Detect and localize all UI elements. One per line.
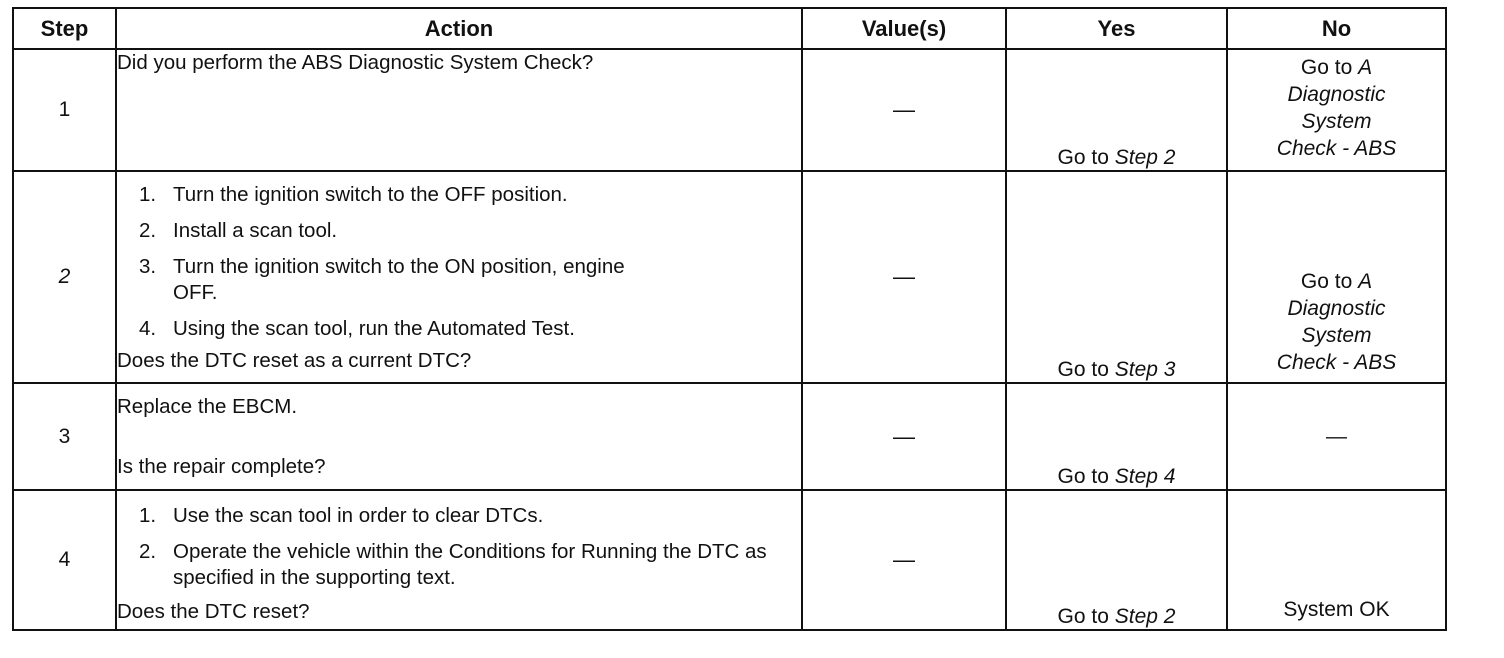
no-link-diagnostic[interactable]: Diagnostic bbox=[1287, 83, 1386, 106]
no-link-check-abs[interactable]: Check - ABS bbox=[1276, 137, 1397, 160]
value-cell: — bbox=[802, 383, 1006, 490]
action-steps-list bbox=[117, 182, 801, 342]
action-cell bbox=[116, 171, 802, 383]
action-cell bbox=[116, 490, 802, 630]
list-item bbox=[139, 254, 801, 306]
yes-prefix: Go to bbox=[1057, 465, 1115, 488]
yes-cell bbox=[1006, 171, 1227, 383]
no-cell bbox=[1227, 49, 1446, 171]
yes-step-link[interactable]: Step 3 bbox=[1114, 358, 1176, 381]
no-cell bbox=[1227, 171, 1446, 383]
step-number: 2 bbox=[13, 171, 116, 383]
no-cell: — bbox=[1227, 383, 1446, 490]
yes-step-link[interactable]: Step 2 bbox=[1114, 605, 1176, 628]
no-link-system[interactable]: System bbox=[1301, 324, 1372, 347]
no-link-a[interactable]: A bbox=[1358, 56, 1373, 79]
header-no: No bbox=[1227, 8, 1446, 49]
list-item-text: Install a scan tool. bbox=[173, 219, 338, 242]
header-yes: Yes bbox=[1006, 8, 1227, 49]
list-item-number: 1. bbox=[139, 183, 157, 206]
action-question: Does the DTC reset? bbox=[117, 600, 310, 623]
action-instruction: Replace the EBCM. bbox=[117, 395, 298, 418]
action-question: Is the repair complete? bbox=[117, 455, 326, 478]
action-cell bbox=[116, 383, 802, 490]
table-row bbox=[13, 490, 1446, 630]
step-number: 1 bbox=[13, 49, 116, 171]
no-link-diagnostic[interactable]: Diagnostic bbox=[1287, 297, 1386, 320]
yes-prefix: Go to bbox=[1057, 146, 1115, 169]
yes-prefix: Go to bbox=[1057, 358, 1115, 381]
table-row bbox=[13, 171, 1446, 383]
no-cell: System OK bbox=[1227, 490, 1446, 630]
list-item bbox=[139, 503, 801, 529]
yes-cell bbox=[1006, 490, 1227, 630]
value-cell: — bbox=[802, 171, 1006, 383]
header-step: Step bbox=[13, 8, 116, 49]
action-question: Does the DTC reset as a current DTC? bbox=[117, 349, 472, 372]
no-prefix: Go to bbox=[1300, 270, 1359, 293]
list-item bbox=[139, 316, 801, 342]
list-item-number: 4. bbox=[139, 317, 157, 340]
yes-step-link[interactable]: Step 2 bbox=[1114, 146, 1176, 169]
no-link-system[interactable]: System bbox=[1301, 110, 1372, 133]
list-item-number: 1. bbox=[139, 504, 157, 527]
list-item-text: Using the scan tool, run the Automated Test. bbox=[173, 317, 575, 340]
list-item-text: Turn the ignition switch to the OFF position. bbox=[173, 183, 568, 206]
table-row bbox=[13, 383, 1446, 490]
step-number: 3 bbox=[13, 383, 116, 490]
list-item-text: Turn the ignition switch to the ON position, engine OFF. bbox=[173, 255, 625, 304]
list-item bbox=[139, 218, 801, 244]
list-item-number: 2. bbox=[139, 540, 157, 563]
table-row bbox=[13, 49, 1446, 171]
value-cell: — bbox=[802, 49, 1006, 171]
list-item-text: Use the scan tool in order to clear DTCs. bbox=[173, 504, 544, 527]
no-link-a[interactable]: A bbox=[1358, 270, 1373, 293]
header-values: Value(s) bbox=[802, 8, 1006, 49]
yes-cell bbox=[1006, 49, 1227, 171]
yes-step-link[interactable]: Step 4 bbox=[1114, 465, 1176, 488]
header-row bbox=[13, 8, 1446, 49]
action-cell bbox=[116, 49, 802, 171]
list-item-number: 2. bbox=[139, 219, 157, 242]
list-item bbox=[139, 182, 801, 208]
list-item bbox=[139, 539, 801, 591]
diagnostic-table bbox=[12, 7, 1447, 631]
action-question: Did you perform the ABS Diagnostic System Check? bbox=[117, 51, 594, 74]
no-prefix: Go to bbox=[1300, 56, 1359, 79]
step-number: 4 bbox=[13, 490, 116, 630]
no-link-check-abs[interactable]: Check - ABS bbox=[1276, 351, 1397, 374]
list-item-text: Operate the vehicle within the Conditions for Running the DTC as specified in the supporting text. bbox=[173, 540, 767, 589]
list-item-number: 3. bbox=[139, 255, 157, 278]
header-action: Action bbox=[116, 8, 802, 49]
value-cell: — bbox=[802, 490, 1006, 630]
action-steps-list bbox=[117, 503, 801, 591]
yes-cell bbox=[1006, 383, 1227, 490]
yes-prefix: Go to bbox=[1057, 605, 1115, 628]
